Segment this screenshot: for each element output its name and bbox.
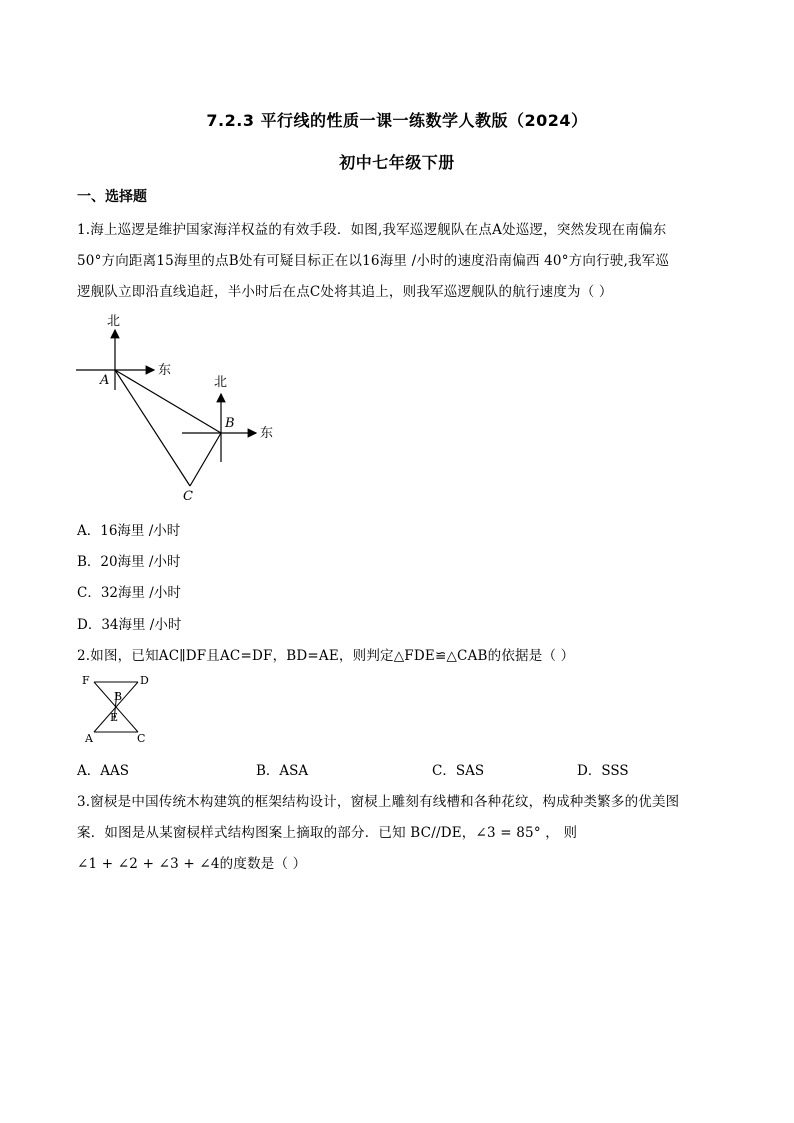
q1-option-b: B．20海里 /小时 xyxy=(77,554,181,570)
document-title: 7.2.3 平行线的性质一课一练数学人教版（2024） xyxy=(206,111,588,130)
q1-option-d: D．34海里 /小时 xyxy=(77,617,182,633)
point-c-label: C xyxy=(137,732,146,745)
b-north-label: 北 xyxy=(214,375,228,390)
q1-figure xyxy=(70,306,290,506)
q2-text: 2.如图，已知AC∥DF且AC=DF，BD=AE，则判定△FDE≌△CAB的依据是（ ） xyxy=(77,648,575,664)
q1-option-a: A．16海里 /小时 xyxy=(77,523,181,539)
q1-text-line-1: 1.海上巡逻是维护国家海洋权益的有效手段．如图,我军巡逻舰队在点A处巡逻，突然发现在南偏东 xyxy=(77,222,667,238)
q3-text-line-1: 3.窗棂是中国传统木构建筑的框架结构设计，窗棂上雕刻有线槽和各种花纹，构成种类繁多的优美图 xyxy=(77,794,680,810)
segment-bc xyxy=(190,433,221,486)
point-b-label: B xyxy=(225,416,235,431)
section-heading: 一、选择题 xyxy=(77,189,147,205)
q3-text-line-3: ∠1 + ∠2 + ∠3 + ∠4的度数是（ ） xyxy=(77,856,307,872)
segment-ab xyxy=(115,370,221,433)
q2-option-b: B．ASA xyxy=(256,763,309,779)
q3-text-line-2: 案．如图是从某窗棂样式结构图案上摘取的部分．已知 BC//DE，∠3 = 85° ， 则 xyxy=(77,825,578,841)
q1-text-line-2: 50°方向距离15海里的点B处有可疑目标正在以16海里 /小时的速度沿南偏西 40°方向行驶,我军巡 xyxy=(77,253,670,269)
point-a-label: A xyxy=(85,732,93,745)
b-east-label: 东 xyxy=(260,426,274,441)
q2-option-a: A．AAS xyxy=(77,763,129,779)
q2-option-d: D．SSS xyxy=(577,763,629,779)
point-b-label: B xyxy=(114,690,123,703)
point-f-label: F xyxy=(82,674,90,687)
q1-option-c: C．32海里 /小时 xyxy=(77,585,181,601)
segment-ac xyxy=(115,370,190,486)
point-e-label: E xyxy=(110,711,119,724)
q1-text-line-3: 逻舰队立即沿直线追赶，半小时后在点C处将其追上，则我军巡逻舰队的航行速度为（ ） xyxy=(77,284,613,300)
a-east-label: 东 xyxy=(158,363,172,378)
a-north-label: 北 xyxy=(107,314,121,329)
q2-figure xyxy=(76,670,166,750)
document-subtitle: 初中七年级下册 xyxy=(339,153,455,172)
q2-option-c: C．SAS xyxy=(432,763,485,779)
point-d-label: D xyxy=(140,674,149,687)
point-a-label: A xyxy=(100,373,110,388)
point-c-label: C xyxy=(183,489,193,504)
